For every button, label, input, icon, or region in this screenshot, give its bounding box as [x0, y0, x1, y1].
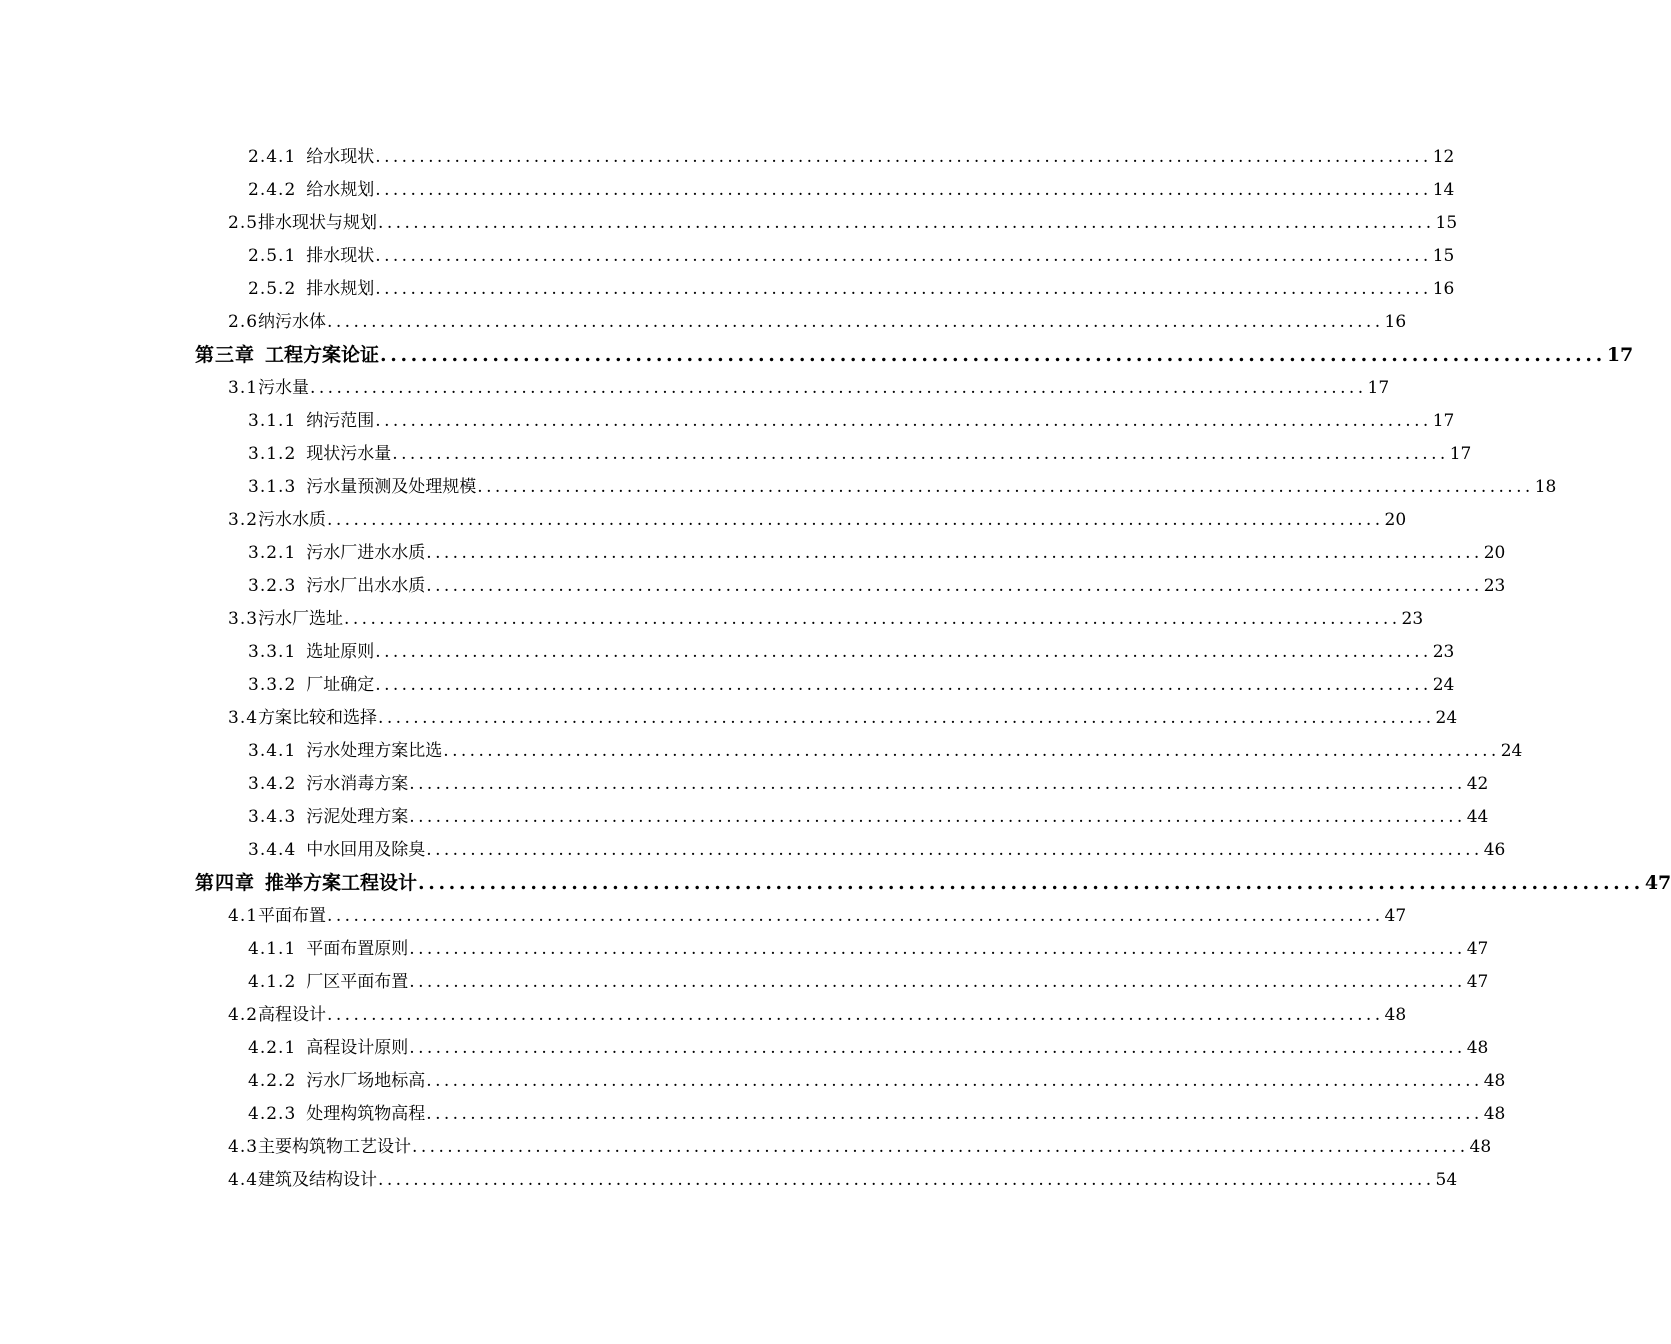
toc-entry-number: 4.2.3: [248, 1104, 297, 1124]
toc-entry-title: [248, 537, 425, 570]
toc-page-number: 17: [1606, 344, 1634, 366]
toc-entry[interactable]: [0, 966, 1489, 999]
toc-entry-title: [248, 834, 425, 867]
dot-leader: ........................................................................................................................: [375, 246, 1432, 266]
toc-page-number: 17: [1449, 444, 1472, 464]
toc-entry-text: 建筑及结构设计: [258, 1170, 378, 1190]
toc-entry-number: 3.2: [228, 510, 259, 530]
toc-page-number: 23: [1401, 609, 1424, 629]
dot-leader: ........................................................................................................................: [426, 1071, 1483, 1091]
toc-page-number: 12: [1432, 147, 1455, 167]
toc-entry-text: 污水厂选址: [258, 609, 344, 629]
dot-leader: ........................................................................................................................: [409, 1038, 1466, 1058]
toc-page-number: 47: [1644, 872, 1671, 894]
toc-page-number: 48: [1469, 1137, 1492, 1157]
dot-leader: ........................................................................................................................: [327, 510, 1384, 530]
toc-entry-number: 2.5: [228, 213, 259, 233]
toc-entry-title: [228, 207, 377, 240]
toc-entry-title: [248, 669, 374, 702]
toc-page-number: 47: [1384, 906, 1407, 926]
toc-entry-text: 排水规划: [306, 279, 375, 299]
toc-entry-text: 现状污水量: [306, 444, 392, 464]
toc-page-number: 47: [1466, 939, 1489, 959]
toc-entry-number: 4.3: [228, 1137, 259, 1157]
toc-entry[interactable]: [0, 207, 1458, 240]
toc-entry[interactable]: [0, 1164, 1458, 1197]
toc-entry-number: 3.1.2: [248, 444, 297, 464]
toc-entry-number: 2.6: [228, 312, 259, 332]
toc-page-number: 48: [1466, 1038, 1489, 1058]
dot-leader: ........................................................................................................................: [375, 279, 1432, 299]
toc-entry[interactable]: [0, 405, 1455, 438]
toc-entry-title: [248, 240, 374, 273]
toc-entry-number: 2.5.1: [248, 246, 297, 266]
toc-entry-title: [248, 273, 374, 306]
toc-entry-number: 3.2.3: [248, 576, 297, 596]
toc-entry-text: 纳污水体: [258, 312, 327, 332]
toc-entry-number: 3.4.3: [248, 807, 297, 827]
dot-leader: ........................................................................................................................: [426, 543, 1483, 563]
toc-page-number: 23: [1483, 576, 1506, 596]
toc-entry-number: 3.4.4: [248, 840, 297, 860]
toc-page-number: 48: [1483, 1071, 1506, 1091]
table-of-contents: [0, 141, 1671, 1197]
toc-entry-title: [248, 438, 391, 471]
toc-entry-number: 3.3.2: [248, 675, 297, 695]
toc-entry[interactable]: [0, 768, 1489, 801]
toc-entry-text: 平面布置: [258, 906, 327, 926]
toc-entry[interactable]: [0, 306, 1407, 339]
toc-entry[interactable]: [0, 735, 1523, 768]
dot-leader: ........................................................................................................................: [380, 344, 1606, 366]
toc-page-number: 16: [1384, 312, 1407, 332]
toc-entry[interactable]: [0, 141, 1455, 174]
dot-leader: ........................................................................................................................: [412, 1137, 1469, 1157]
toc-entry-title: [248, 471, 476, 504]
toc-page-number: 20: [1483, 543, 1506, 563]
dot-leader: ........................................................................................................................: [426, 1104, 1483, 1124]
toc-entry-text: 中水回用及除臭: [306, 840, 426, 860]
dot-leader: ........................................................................................................................: [443, 741, 1500, 761]
toc-entry[interactable]: [0, 1131, 1492, 1164]
toc-entry-number: 3.3: [228, 609, 259, 629]
dot-leader: ........................................................................................................................: [375, 411, 1432, 431]
dot-leader: ........................................................................................................................: [409, 807, 1466, 827]
toc-entry-number: 4.4: [228, 1170, 259, 1190]
toc-page-number: 54: [1435, 1170, 1458, 1190]
toc-entry-text: 主要构筑物工艺设计: [258, 1137, 412, 1157]
toc-entry[interactable]: [0, 570, 1506, 603]
toc-entry-number: 4.2: [228, 1005, 259, 1025]
toc-entry-title: [248, 1098, 425, 1131]
toc-entry-number: 4.2.2: [248, 1071, 297, 1091]
toc-entry-number: 4.1.2: [248, 972, 297, 992]
toc-page-number: 18: [1534, 477, 1557, 497]
toc-entry-number: 3.4.1: [248, 741, 297, 761]
toc-entry[interactable]: [0, 669, 1455, 702]
toc-entry-title: [228, 1131, 411, 1164]
toc-page-number: 24: [1432, 675, 1455, 695]
toc-entry-title: [248, 933, 408, 966]
toc-entry-title: [228, 1164, 377, 1197]
toc-entry-number: 第四章: [195, 872, 256, 894]
toc-entry-number: 3.2.1: [248, 543, 297, 563]
toc-entry-title: [228, 504, 326, 537]
dot-leader: ........................................................................................................................: [409, 939, 1466, 959]
toc-entry[interactable]: [0, 174, 1455, 207]
toc-entry-text: 污水厂进水水质: [306, 543, 426, 563]
toc-page-number: 48: [1483, 1104, 1506, 1124]
toc-entry[interactable]: [0, 471, 1557, 504]
toc-entry[interactable]: [0, 900, 1407, 933]
toc-entry[interactable]: [0, 702, 1458, 735]
toc-entry-title: [248, 768, 408, 801]
dot-leader: ........................................................................................................................: [378, 213, 1435, 233]
toc-entry-title: [248, 735, 442, 768]
toc-entry[interactable]: [0, 438, 1472, 471]
dot-leader: ........................................................................................................................: [418, 872, 1644, 894]
toc-entry-title: [228, 999, 326, 1032]
toc-page-number: 20: [1384, 510, 1407, 530]
toc-entry-number: 3.4: [228, 708, 259, 728]
toc-entry-title: [228, 702, 377, 735]
toc-entry-text: 选址原则: [306, 642, 375, 662]
toc-page-number: 47: [1466, 972, 1489, 992]
dot-leader: ........................................................................................................................: [378, 708, 1435, 728]
toc-page-number: 46: [1483, 840, 1506, 860]
toc-entry-title: [248, 636, 374, 669]
toc-entry-text: 污水消毒方案: [306, 774, 409, 794]
dot-leader: ........................................................................................................................: [310, 378, 1367, 398]
toc-entry-title: [248, 1065, 425, 1098]
toc-entry-title: [228, 603, 343, 636]
dot-leader: ........................................................................................................................: [477, 477, 1534, 497]
toc-page-number: 17: [1367, 378, 1390, 398]
toc-page-number: 15: [1435, 213, 1458, 233]
toc-entry-text: 排水现状: [306, 246, 375, 266]
toc-entry-number: 3.1: [228, 378, 259, 398]
dot-leader: ........................................................................................................................: [375, 147, 1432, 167]
toc-page-number: 48: [1384, 1005, 1407, 1025]
toc-entry-number: 2.5.2: [248, 279, 297, 299]
toc-entry-text: 高程设计: [258, 1005, 327, 1025]
toc-page-number: 24: [1500, 741, 1523, 761]
toc-page-number: 23: [1432, 642, 1455, 662]
toc-entry-title: [228, 900, 326, 933]
dot-leader: ........................................................................................................................: [426, 576, 1483, 596]
toc-entry[interactable]: [0, 801, 1489, 834]
toc-entry-text: 污泥处理方案: [306, 807, 409, 827]
toc-page-number: 17: [1432, 411, 1455, 431]
toc-entry-title: [248, 1032, 408, 1065]
dot-leader: ........................................................................................................................: [327, 312, 1384, 332]
toc-entry-title: [248, 801, 408, 834]
toc-entry-title: [248, 405, 374, 438]
toc-entry-title: [195, 867, 417, 900]
toc-entry[interactable]: [0, 834, 1506, 867]
toc-entry-number: 3.3.1: [248, 642, 297, 662]
toc-entry-text: 工程方案论证: [265, 344, 380, 366]
dot-leader: ........................................................................................................................: [375, 180, 1432, 200]
toc-entry[interactable]: [0, 933, 1489, 966]
toc-entry-number: 第三章: [195, 344, 256, 366]
toc-entry-number: 3.4.2: [248, 774, 297, 794]
toc-entry-text: 高程设计原则: [306, 1038, 409, 1058]
toc-entry-number: 2.4.2: [248, 180, 297, 200]
toc-entry-text: 给水规划: [306, 180, 375, 200]
toc-entry-title: [248, 966, 408, 999]
toc-entry-title: [248, 141, 374, 174]
toc-page-number: 44: [1466, 807, 1489, 827]
toc-entry-text: 推举方案工程设计: [265, 872, 418, 894]
toc-entry-text: 污水量预测及处理规模: [306, 477, 477, 497]
toc-entry-text: 污水厂出水水质: [306, 576, 426, 596]
toc-entry-text: 污水量: [258, 378, 310, 398]
toc-page-number: 14: [1432, 180, 1455, 200]
toc-chapter-entry[interactable]: [0, 339, 1634, 372]
toc-entry-text: 平面布置原则: [306, 939, 409, 959]
toc-entry[interactable]: [0, 636, 1455, 669]
toc-entry-number: 2.4.1: [248, 147, 297, 167]
toc-entry-text: 给水现状: [306, 147, 375, 167]
toc-entry-title: [195, 339, 379, 372]
toc-entry-number: 3.1.3: [248, 477, 297, 497]
toc-entry-title: [228, 306, 326, 339]
toc-page-number: 42: [1466, 774, 1489, 794]
toc-entry[interactable]: [0, 999, 1407, 1032]
toc-entry[interactable]: [0, 372, 1390, 405]
toc-entry[interactable]: [0, 603, 1424, 636]
dot-leader: ........................................................................................................................: [409, 972, 1466, 992]
dot-leader: ........................................................................................................................: [375, 642, 1432, 662]
toc-entry-number: 4.2.1: [248, 1038, 297, 1058]
toc-entry-text: 厂址确定: [306, 675, 375, 695]
dot-leader: ........................................................................................................................: [344, 609, 1401, 629]
dot-leader: ........................................................................................................................: [375, 675, 1432, 695]
toc-entry-text: 污水水质: [258, 510, 327, 530]
toc-entry-title: [248, 174, 374, 207]
toc-chapter-entry[interactable]: [0, 867, 1671, 900]
dot-leader: ........................................................................................................................: [409, 774, 1466, 794]
toc-entry[interactable]: [0, 240, 1455, 273]
toc-entry-text: 处理构筑物高程: [306, 1104, 426, 1124]
toc-entry[interactable]: [0, 537, 1506, 570]
toc-entry[interactable]: [0, 504, 1407, 537]
toc-entry-text: 污水处理方案比选: [306, 741, 443, 761]
toc-entry[interactable]: [0, 1065, 1506, 1098]
toc-entry-text: 污水厂场地标高: [306, 1071, 426, 1091]
toc-page-number: 15: [1432, 246, 1455, 266]
toc-entry-title: [248, 570, 425, 603]
toc-entry-text: 方案比较和选择: [258, 708, 378, 728]
toc-entry[interactable]: [0, 1032, 1489, 1065]
toc-entry-text: 纳污范围: [306, 411, 375, 431]
toc-entry-title: [228, 372, 309, 405]
dot-leader: ........................................................................................................................: [327, 1005, 1384, 1025]
toc-entry[interactable]: [0, 273, 1455, 306]
dot-leader: ........................................................................................................................: [426, 840, 1483, 860]
dot-leader: ........................................................................................................................: [392, 444, 1449, 464]
toc-entry[interactable]: [0, 1098, 1506, 1131]
toc-entry-text: 厂区平面布置: [306, 972, 409, 992]
toc-page-number: 16: [1432, 279, 1455, 299]
toc-entry-number: 3.1.1: [248, 411, 297, 431]
toc-page-number: 24: [1435, 708, 1458, 728]
dot-leader: ........................................................................................................................: [378, 1170, 1435, 1190]
toc-entry-number: 4.1: [228, 906, 259, 926]
toc-entry-number: 4.1.1: [248, 939, 297, 959]
toc-entry-text: 排水现状与规划: [258, 213, 378, 233]
dot-leader: ........................................................................................................................: [327, 906, 1384, 926]
